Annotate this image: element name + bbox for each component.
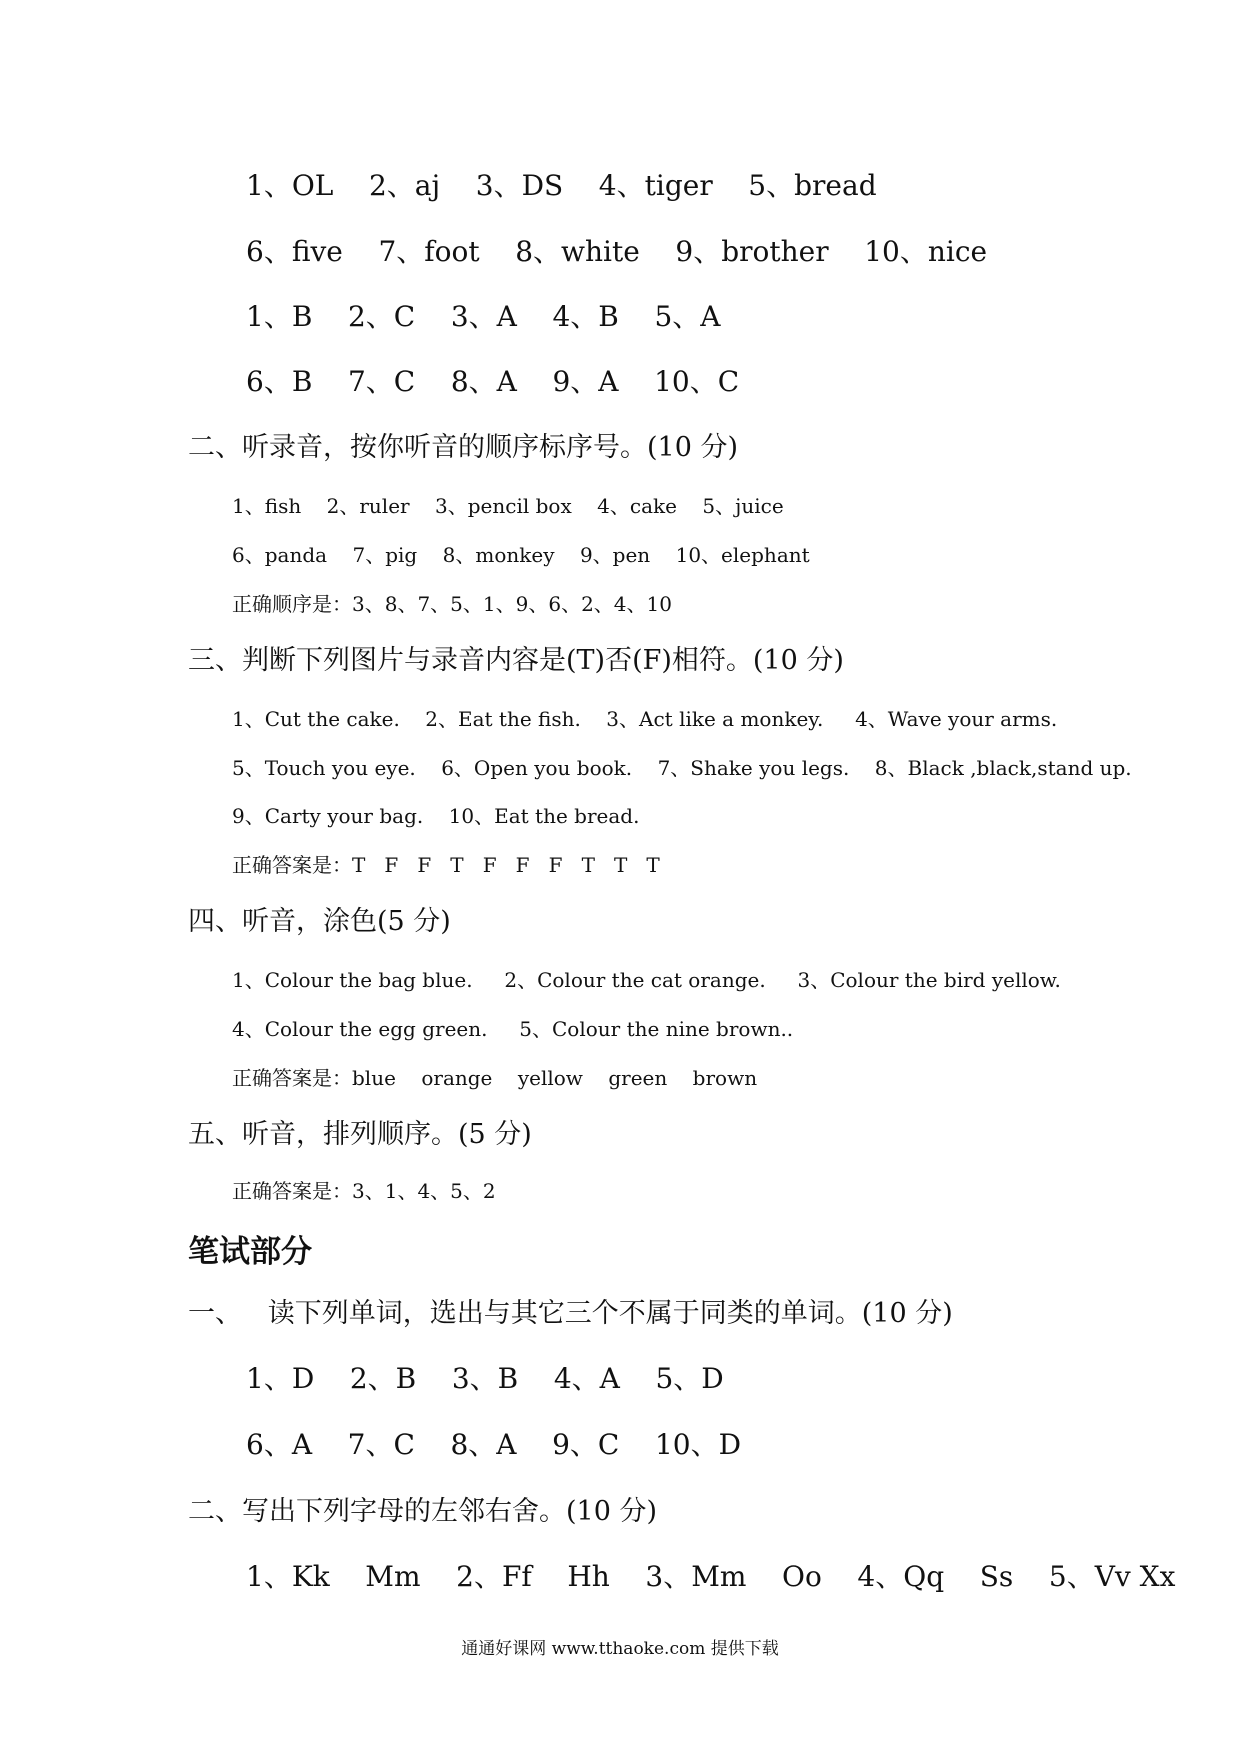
listening-s4-line2: 4、Colour the egg green. 5、Colour the nine brown.. bbox=[232, 1017, 794, 1041]
listening-s5-heading: 五、听音，排列顺序。(5 分) bbox=[188, 1119, 532, 1150]
footer-credit: 通通好课网 www.tthaoke.com 提供下载 bbox=[461, 1639, 779, 1659]
listening-s2-answer: 正确顺序是：3、8、7、5、1、9、6、2、4、10 bbox=[232, 592, 672, 616]
listening-s3-answer: 正确答案是：T F F T F F F T T T bbox=[232, 853, 660, 877]
listening-s3-heading: 三、判断下列图片与录音内容是(T)否(F)相符。(10 分) bbox=[188, 645, 844, 676]
listening-s3-line2: 5、Touch you eye. 6、Open you book. 7、Shake you legs. 8、Black ,black,stand up. bbox=[232, 756, 1132, 780]
listening-s3-line3: 9、Carty your bag. 10、Eat the bread. bbox=[232, 804, 640, 828]
listening-s5-answer: 正确答案是：3、1、4、5、2 bbox=[232, 1179, 496, 1203]
written-s1-row2: 6、A 7、C 8、A 9、C 10、D bbox=[246, 1428, 742, 1461]
written-s2-row1: 1、Kk Mm 2、Ff Hh 3、Mm Oo 4、Qq Ss 5、Vv Xx bbox=[246, 1560, 1176, 1593]
listening-s4-heading: 四、听音，涂色(5 分) bbox=[188, 906, 451, 937]
listening-s1-row4: 6、B 7、C 8、A 9、A 10、C bbox=[246, 365, 740, 398]
listening-s2-line2: 6、panda 7、pig 8、monkey 9、pen 10、elephant bbox=[232, 543, 810, 567]
listening-s1-row2: 6、five 7、foot 8、white 9、brother 10、nice bbox=[246, 235, 988, 268]
written-s1-heading: 一、 读下列单词，选出与其它三个不属于同类的单词。(10 分) bbox=[188, 1298, 953, 1329]
listening-s2-heading: 二、听录音，按你听音的顺序标序号。(10 分) bbox=[188, 432, 739, 463]
listening-s1-row1: 1、OL 2、aj 3、DS 4、tiger 5、bread bbox=[246, 169, 877, 202]
listening-s2-line1: 1、fish 2、ruler 3、pencil box 4、cake 5、juice bbox=[232, 494, 784, 518]
listening-s4-answer: 正确答案是：blue orange yellow green brown bbox=[232, 1066, 758, 1090]
listening-s3-line1: 1、Cut the cake. 2、Eat the fish. 3、Act like a monkey. 4、Wave your arms. bbox=[232, 707, 1058, 731]
listening-s4-line1: 1、Colour the bag blue. 2、Colour the cat orange. 3、Colour the bird yellow. bbox=[232, 968, 1061, 992]
written-part-title: 笔试部分 bbox=[188, 1234, 312, 1270]
written-s1-row1: 1、D 2、B 3、B 4、A 5、D bbox=[246, 1362, 724, 1395]
listening-s1-row3: 1、B 2、C 3、A 4、B 5、A bbox=[246, 300, 721, 333]
written-s2-heading: 二、写出下列字母的左邻右舍。(10 分) bbox=[188, 1496, 658, 1527]
